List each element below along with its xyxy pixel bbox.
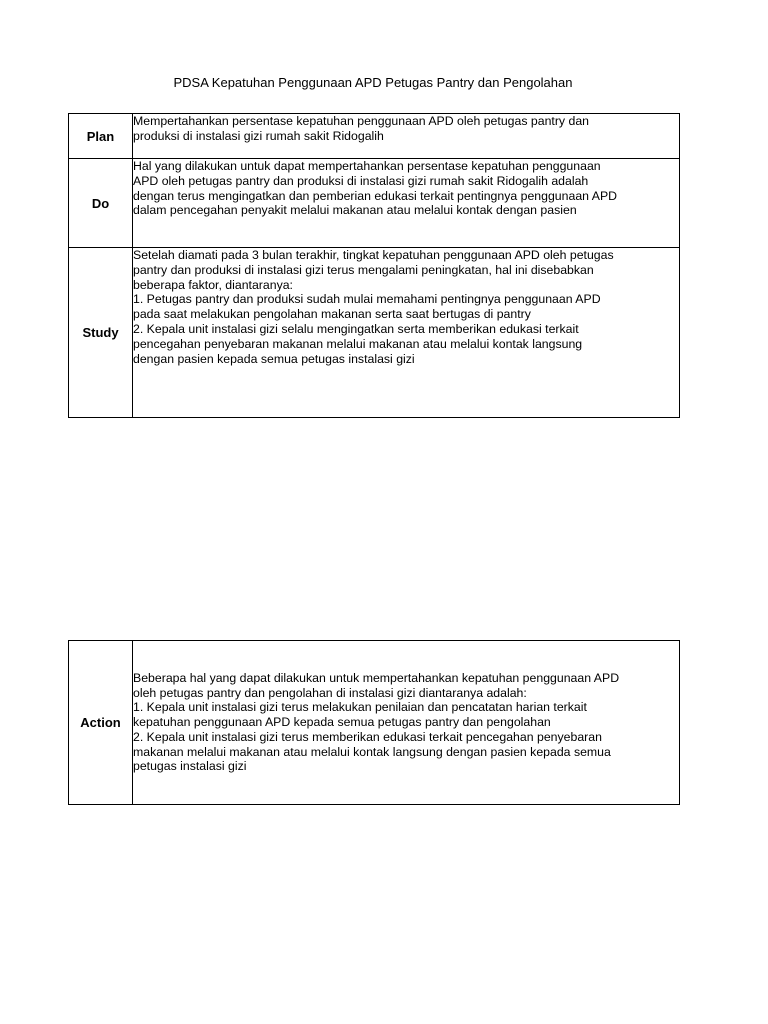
table-row-study	[69, 248, 680, 418]
content-line: petugas instalasi gizi	[133, 759, 247, 774]
row-label-action: Action	[69, 641, 133, 805]
content-line: kepatuhan penggunaan APD kepada semua petugas pantry dan pengolahan	[133, 715, 551, 730]
pdsa-table	[68, 113, 680, 418]
content-line: pencegahan penyebaran makanan melalui makanan atau melalui kontak langsung	[133, 336, 583, 351]
row-label-study: Study	[69, 248, 133, 418]
content-line: oleh petugas pantry dan pengolahan di instalasi gizi diantaranya adalah:	[133, 685, 527, 700]
row-content-study	[133, 248, 680, 418]
content-line: dengan terus mengingatkan dan pemberian edukasi terkait pentingnya penggunaan APD	[133, 188, 618, 203]
content-line: makanan melalui makanan atau melalui kontak langsung dengan pasien kepada semua	[133, 744, 611, 759]
row-label-do: Do	[69, 159, 133, 248]
content-line: dalam pencegahan penyakit melalui makanan atau melalui kontak dengan pasien	[133, 203, 577, 218]
row-content-do	[133, 159, 680, 248]
content-line: dengan pasien kepada semua petugas instalasi gizi	[133, 351, 415, 366]
content-line: Hal yang dilakukan untuk dapat mempertahankan persentase kepatuhan penggunaan	[133, 159, 601, 173]
content-line: 1. Petugas pantry dan produksi sudah mulai memahami pentingnya penggunaan APD	[133, 292, 601, 307]
content-line: pada saat melakukan pengolahan makanan serta saat bertugas di pantry	[133, 307, 531, 322]
content-line: 1. Kepala unit instalasi gizi terus melakukan penilaian dan pencatatan harian terkait	[133, 700, 587, 715]
content-line: APD oleh petugas pantry dan produksi di instalasi gizi rumah sakit Ridogalih adalah	[133, 173, 589, 188]
content-line: 2. Kepala unit instalasi gizi selalu mengingatkan serta memberikan edukasi terkait	[133, 321, 579, 336]
table-row-do	[69, 159, 680, 248]
content-line: Beberapa hal yang dapat dilakukan untuk mempertahankan kepatuhan penggunaan APD	[133, 670, 620, 685]
content-line: beberapa faktor, diantaranya:	[133, 277, 293, 292]
pdsa-action-table	[68, 640, 680, 805]
row-label-plan: Plan	[69, 114, 133, 159]
table-row-action	[69, 641, 680, 805]
content-line: Setelah diamati pada 3 bulan terakhir, tingkat kepatuhan penggunaan APD oleh petugas	[133, 248, 614, 262]
document-title: PDSA Kepatuhan Penggunaan APD Petugas Pantry dan Pengolahan	[173, 75, 573, 90]
content-line: produksi di instalasi gizi rumah sakit Ridogalih	[133, 128, 384, 143]
row-content-action	[133, 641, 680, 805]
content-line: pantry dan produksi di instalasi gizi terus mengalami peningkatan, hal ini disebabkan	[133, 262, 594, 277]
row-content-plan	[133, 114, 680, 159]
content-line: 2. Kepala unit instalasi gizi terus memberikan edukasi terkait pencegahan penyebaran	[133, 729, 602, 744]
content-line: Mempertahankan persentase kepatuhan penggunaan APD oleh petugas pantry dan	[133, 114, 590, 128]
table-row-plan	[69, 114, 680, 159]
